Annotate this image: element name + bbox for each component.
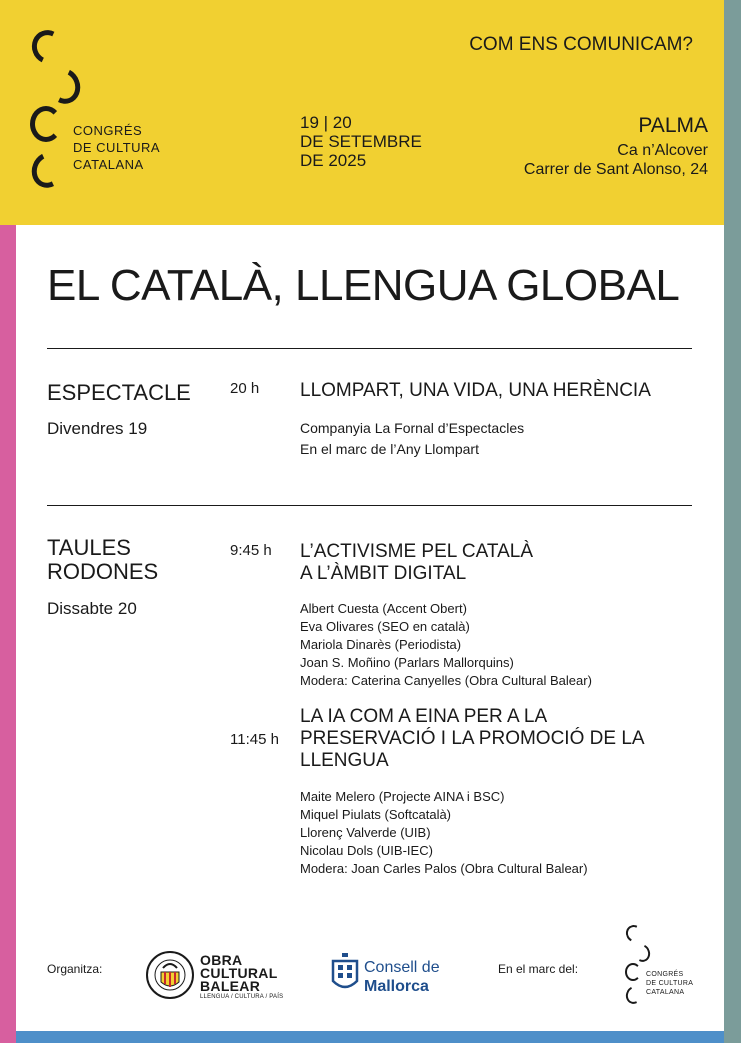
- moderator: Modera: Joan Carles Palos (Obra Cultural Balear): [300, 861, 588, 876]
- talk-title: [300, 706, 645, 772]
- small-logo-line: DE CULTURA: [646, 980, 694, 987]
- talk-participants: [300, 788, 588, 878]
- event-details: [300, 418, 524, 460]
- logo-arc-icon: [631, 942, 652, 964]
- participant: Eva Olivares (SEO en català): [300, 619, 470, 634]
- talk-time: 11:45 h: [230, 731, 279, 748]
- consell-logo-text: [364, 958, 440, 996]
- ocb-name-line: OBRA: [200, 952, 243, 968]
- dates-line: 19 | 20: [300, 113, 352, 132]
- section-category: [47, 536, 158, 584]
- participant: Albert Cuesta (Accent Obert): [300, 601, 467, 616]
- left-accent-bar: [0, 225, 16, 1043]
- event-title: LLOMPART, UNA VIDA, UNA HERÈNCIA: [300, 380, 651, 401]
- talk-title-line: LLENGUA: [300, 750, 389, 771]
- event-detail-line: Companyia La Fornal d’Espectacles: [300, 420, 525, 436]
- section-category: ESPECTACLE: [47, 380, 191, 405]
- consell-line: Mallorca: [364, 978, 429, 995]
- participant: Llorenç Valverde (UIB): [300, 825, 431, 840]
- ocb-tagline: LLENGUA / CULTURA / PAÍS: [200, 994, 284, 1000]
- divider: [47, 505, 692, 506]
- ocb-logo-text: [200, 954, 278, 993]
- participant: Joan S. Moñino (Parlars Mallorquins): [300, 655, 514, 670]
- talk-title-line: L’ACTIVISME PEL CATALÀ: [300, 541, 534, 562]
- logo-arc-icon: [27, 26, 69, 69]
- logo-arc-icon: [27, 148, 69, 193]
- consell-crest-icon: [331, 953, 359, 993]
- congres-logo: [28, 30, 178, 195]
- section-day: Divendres 19: [47, 419, 148, 438]
- logo-text-line: CONGRÉS: [73, 123, 143, 138]
- organitza-label: Organitza:: [47, 962, 103, 976]
- en-el-marc-label: En el marc del:: [498, 962, 579, 976]
- dates-line: DE SETEMBRE: [300, 132, 422, 151]
- venue-name: Ca n’Alcover: [617, 142, 708, 159]
- participant: Maite Melero (Projecte AINA i BSC): [300, 789, 505, 804]
- event-time: 20 h: [230, 380, 260, 397]
- congres-small-logo: [624, 925, 714, 1007]
- logo-text-line: CATALANA: [73, 157, 144, 172]
- right-accent-bar: [724, 0, 741, 1043]
- venue-address: Carrer de Sant Alonso, 24: [523, 161, 708, 178]
- ocb-emblem-icon: [145, 950, 195, 1000]
- event-dates: [300, 113, 422, 170]
- com-ens-comunicam-link[interactable]: COM ENS COMUNICAM?: [469, 34, 693, 55]
- logo-arc-icon: [625, 963, 641, 981]
- consell-line: Consell de: [364, 959, 440, 976]
- event-detail-line: En el marc de l’Any Llompart: [300, 441, 479, 457]
- divider: [47, 348, 692, 349]
- small-logo-line: CATALANA: [646, 989, 685, 996]
- participant: Nicolau Dols (UIB-IEC): [300, 843, 433, 858]
- logo-text-line: DE CULTURA: [73, 140, 161, 155]
- ocb-name-line: CULTURAL: [200, 965, 278, 981]
- category-line: TAULES: [47, 535, 131, 560]
- page-title: EL CATALÀ, LLENGUA GLOBAL: [47, 261, 680, 310]
- small-logo-line: CONGRÉS: [646, 971, 684, 978]
- city: PALMA: [638, 114, 708, 137]
- moderator: Modera: Caterina Canyelles (Obra Cultural Balear): [300, 673, 592, 688]
- ocb-name-line: BALEAR: [200, 978, 261, 994]
- logo-arc-icon: [623, 984, 644, 1006]
- talk-title-line: PRESERVACIÓ I LA PROMOCIÓ DE LA: [300, 728, 645, 749]
- talk-title: [300, 541, 533, 585]
- small-logo-text: [646, 970, 693, 997]
- participant: Miquel Piulats (Softcatalà): [300, 807, 452, 822]
- logo-arc-icon: [624, 923, 645, 944]
- talk-time: 9:45 h: [230, 542, 272, 559]
- logo-arc-icon: [43, 64, 85, 109]
- logo-text: [73, 122, 160, 173]
- dates-line: DE 2025: [300, 151, 367, 170]
- category-line: RODONES: [47, 559, 159, 584]
- talk-title-line: LA IA COM A EINA PER A LA: [300, 706, 548, 727]
- talk-participants: [300, 600, 592, 690]
- logo-arc-icon: [30, 106, 62, 142]
- section-day: Dissabte 20: [47, 599, 137, 618]
- participant: Mariola Dinarès (Periodista): [300, 637, 462, 652]
- talk-title-line: A L’ÀMBIT DIGITAL: [300, 563, 467, 584]
- bottom-accent-bar: [16, 1031, 724, 1043]
